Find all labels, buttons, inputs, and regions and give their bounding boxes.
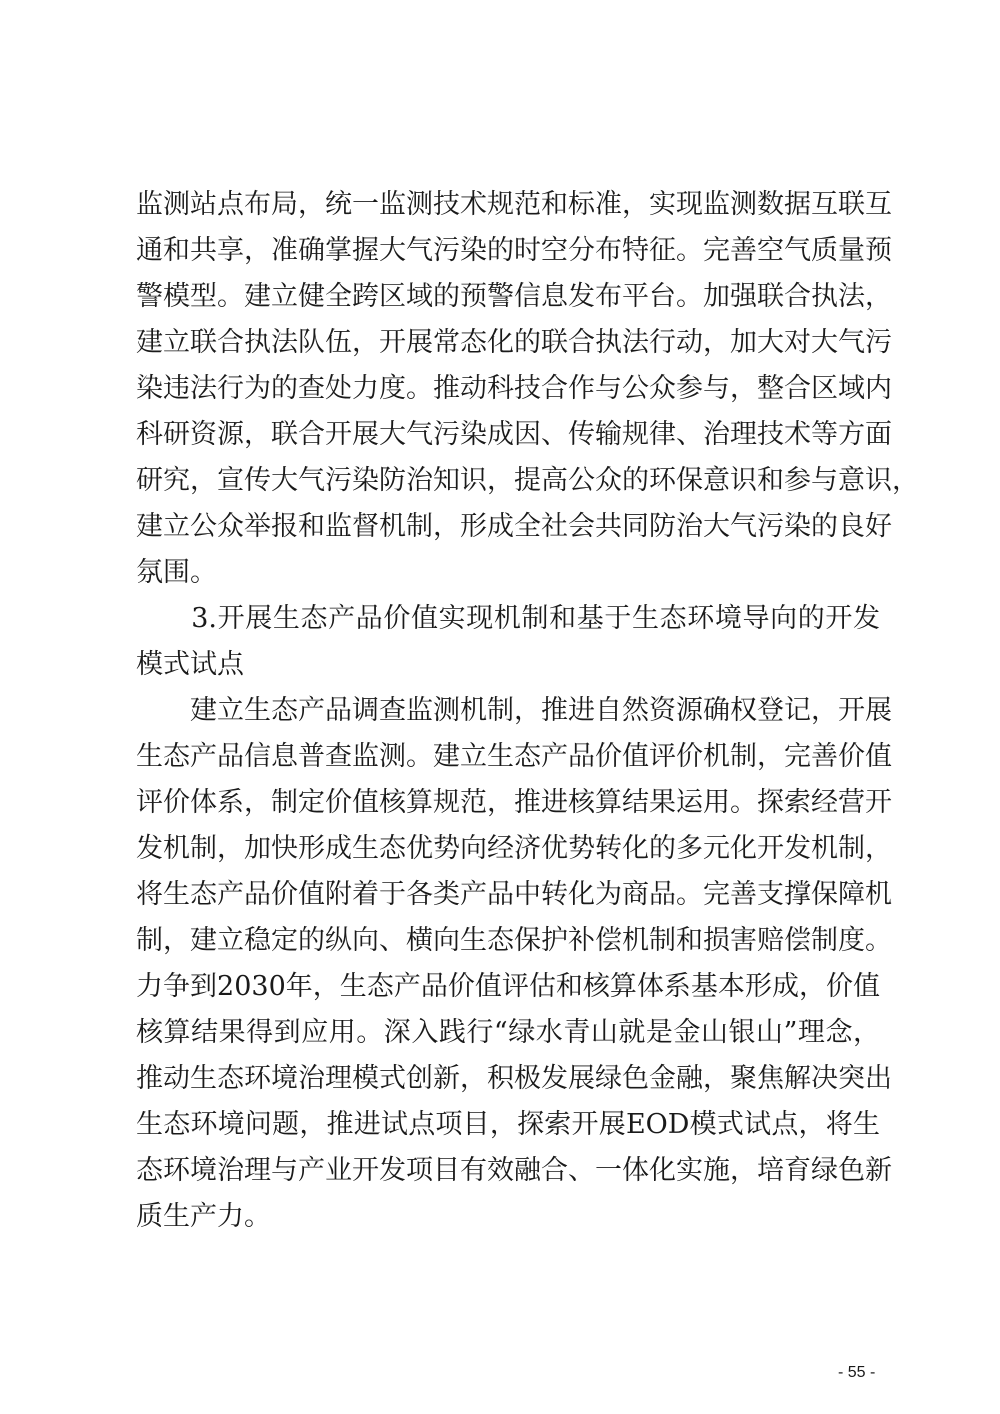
text-line: 染违法行为的查处力度。推动科技合作与公众参与，整合区域内	[136, 373, 892, 404]
text-line: 质生产力。	[136, 1201, 271, 1232]
text-line: 生态产品信息普查监测。建立生态产品价值评价机制，完善价值	[136, 741, 892, 772]
text-line: 氛围。	[136, 557, 217, 588]
text-line: 态环境治理与产业开发项目有效融合、一体化实施，培育绿色新	[136, 1155, 892, 1186]
text-line: 通和共享，准确掌握大气污染的时空分布特征。完善空气质量预	[136, 235, 892, 266]
text-line: 研究，宣传大气污染防治知识，提高公众的环保意识和参与意识，	[136, 465, 919, 496]
text-line: 评价体系，制定价值核算规范，推进核算结果运用。探索经营开	[136, 787, 892, 818]
text-line: 建立联合执法队伍，开展常态化的联合执法行动，加大对大气污	[136, 327, 892, 358]
text-line: 推动生态环境治理模式创新，积极发展绿色金融，聚焦解决突出	[136, 1063, 892, 1094]
text-line: 生态环境问题，推进试点项目，探索开展EOD模式试点，将生	[136, 1109, 880, 1140]
text-line: 核算结果得到应用。深入践行“绿水青山就是金山银山”理念，	[136, 1017, 880, 1048]
text-line: 将生态产品价值附着于各类产品中转化为商品。完善支撑保障机	[136, 879, 892, 910]
section-heading-3	[136, 596, 880, 688]
heading-line: 模式试点	[136, 649, 244, 680]
paragraph-ecological-products	[136, 688, 892, 1240]
text-line: 发机制，加快形成生态优势向经济优势转化的多元化开发机制，	[136, 833, 892, 864]
page-body	[136, 182, 919, 1240]
heading-line: 3.开展生态产品价值实现机制和基于生态环境导向的开发	[136, 603, 880, 634]
paragraph-air-pollution	[136, 182, 919, 596]
text-line: 力争到2030年，生态产品价值评估和核算体系基本形成，价值	[136, 971, 880, 1002]
text-line: 警模型。建立健全跨区域的预警信息发布平台。加强联合执法，	[136, 281, 892, 312]
text-line: 科研资源，联合开展大气污染成因、传输规律、治理技术等方面	[136, 419, 892, 450]
text-line: 监测站点布局，统一监测技术规范和标准，实现监测数据互联互	[136, 189, 892, 220]
text-line: 建立公众举报和监督机制，形成全社会共同防治大气污染的良好	[136, 511, 892, 542]
text-line: 制，建立稳定的纵向、横向生态保护补偿机制和损害赔偿制度。	[136, 925, 892, 956]
text-line: 建立生态产品调查监测机制，推进自然资源确权登记，开展	[136, 695, 892, 726]
page-number: - 55 -	[838, 1364, 876, 1381]
